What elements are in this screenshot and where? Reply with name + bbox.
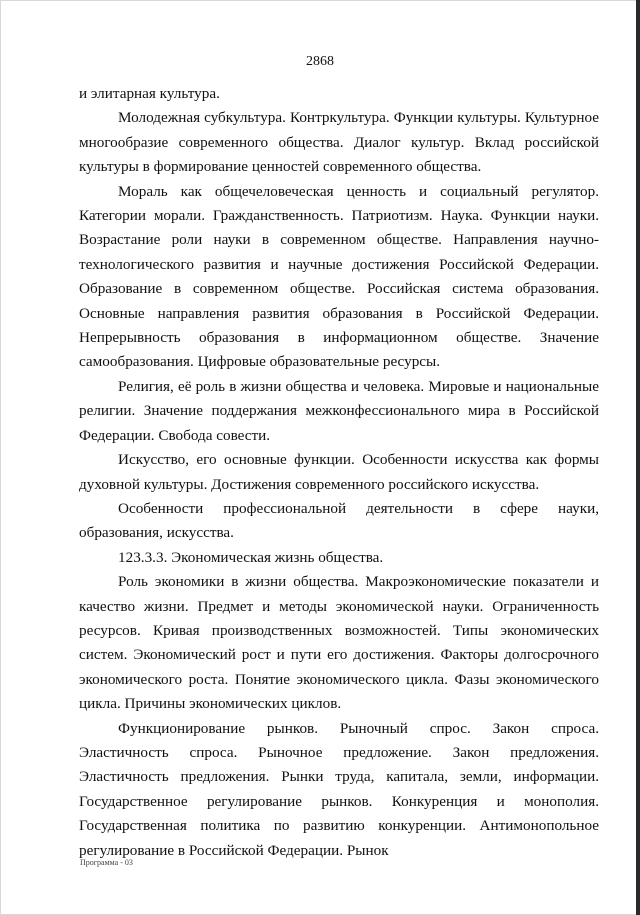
- paragraph: Мораль как общечеловеческая ценность и социальный регулятор. Категории морали. Гражданственность. Патриотизм. Наука. Функции науки. Возрастание роли науки в современном обществе. Направления научно-технологического развития и научные достижения Российской Федерации. Образование в современном обществе. Российская система образования. Основные направления развития образования в Российской Федерации. Непрерывность образования в информационном обществе. Значение самообразования. Цифровые образовательные ресурсы.: [79, 182, 599, 371]
- scan-edge: [636, 0, 640, 915]
- section-heading: 123.3.3. Экономическая жизнь общества.: [118, 548, 384, 566]
- document-body: [79, 82, 599, 863]
- paragraph: Функционирование рынков. Рыночный спрос. Закон спроса. Эластичность спроса. Рыночное предложение. Закон предложения. Эластичность предложения. Рынки труда, капитала, земли, информации. Государственное регулирование рынков. Конкуренция и монополия. Государственная политика по развитию конкуренции. Антимонопольное регулирование в Российской Федерации. Рынок: [79, 719, 599, 859]
- paragraph: Искусство, его основные функции. Особенности искусства как формы духовной культуры. Достижения современного российского искусства.: [79, 451, 599, 493]
- paragraph: Молодежная субкультура. Контркультура. Функции культуры. Культурное многообразие современного общества. Диалог культур. Вклад российской культуры в формирование ценностей современного общества.: [79, 109, 599, 176]
- footer-label: Программа - 03: [80, 858, 133, 867]
- page-number: 2868: [306, 54, 334, 69]
- paragraph: Роль экономики в жизни общества. Макроэкономические показатели и качество жизни. Предмет и методы экономической науки. Ограниченность ресурсов. Кривая производственных возможностей. Типы экономических систем. Экономический рост и пути его достижения. Факторы долгосрочного экономического роста. Понятие экономического цикла. Фазы экономического цикла. Причины экономических циклов.: [79, 573, 599, 713]
- paragraph: Особенности профессиональной деятельности в сфере науки, образования, искусства.: [79, 499, 599, 542]
- paragraph: Религия, её роль в жизни общества и человека. Мировые и национальные религии. Значение поддержания межконфессионального мира в Российской Федерации. Свобода совести.: [79, 377, 599, 444]
- paragraph: и элитарная культура.: [79, 85, 220, 102]
